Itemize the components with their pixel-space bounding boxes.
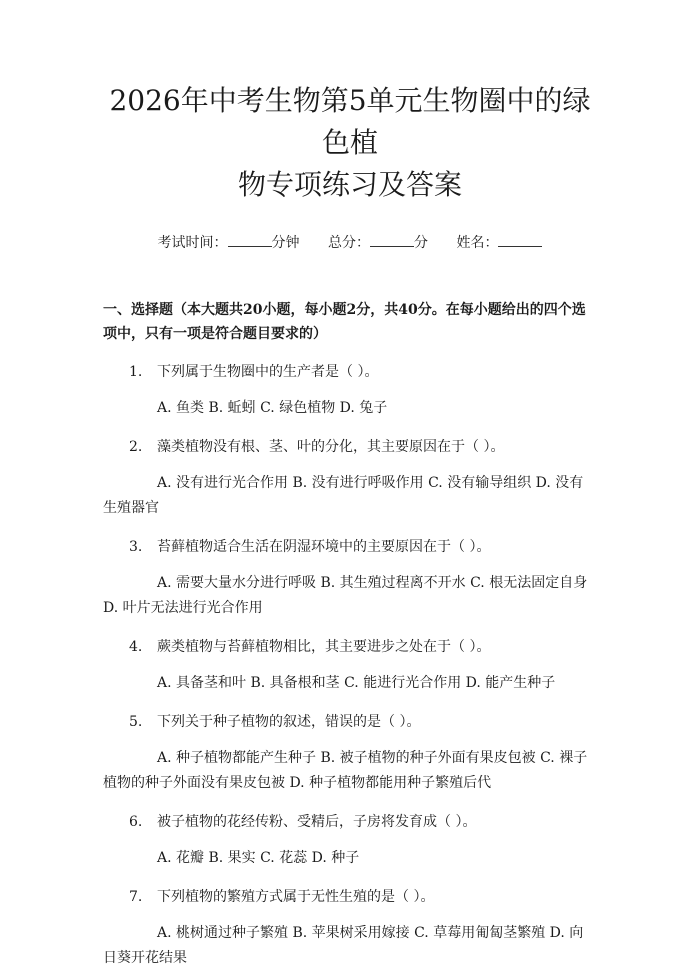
- question-3: [103, 535, 597, 621]
- question-stem: 下列属于生物圈中的生产者是（ ）。: [157, 364, 379, 380]
- score-blank: [370, 234, 414, 247]
- question-stem: 下列植物的繁殖方式属于无性生殖的是（ ）。: [157, 889, 435, 905]
- question-5: [103, 710, 597, 796]
- exam-time: 考试时间： 分钟: [157, 235, 300, 251]
- question-number: 5.: [129, 714, 143, 730]
- document-title: [103, 0, 597, 206]
- question-number: 4.: [129, 639, 143, 655]
- question-options: A. 种子植物都能产生种子 B. 被子植物的种子外面有果皮包被 C. 裸子植物的种子外面没有果皮包被 D. 种子植物都能用种子繁殖后代: [103, 750, 588, 791]
- question-number: 7.: [129, 889, 143, 905]
- question-options: A. 没有进行光合作用 B. 没有进行呼吸作用 C. 没有输导组织 D. 没有生殖器官: [103, 475, 584, 516]
- question-number: 1.: [129, 364, 143, 380]
- question-stem: 蕨类植物与苔藓植物相比，其主要进步之处在于（ ）。: [157, 639, 491, 655]
- question-stem: 下列关于种子植物的叙述，错误的是（ ）。: [157, 714, 421, 730]
- question-4: [103, 635, 597, 696]
- question-7: [103, 885, 597, 971]
- question-options: A. 花瓣 B. 果实 C. 花蕊 D. 种子: [157, 850, 360, 866]
- section-heading: 一、选择题（本大题共20小题，每小题2分，共40分。在每小题给出的四个选项中，只有一项是符合题目要求的）: [103, 302, 586, 342]
- question-number: 3.: [129, 539, 143, 555]
- question-number: 2.: [129, 439, 143, 455]
- question-stem: 苔藓植物适合生活在阴湿环境中的主要原因在于（ ）。: [157, 539, 491, 555]
- title-line-1: 2026年中考生物第5单元生物圈中的绿色植: [109, 84, 591, 159]
- question-options: A. 具备茎和叶 B. 具备根和茎 C. 能进行光合作用 D. 能产生种子: [157, 675, 556, 691]
- question-stem: 藻类植物没有根、茎、叶的分化，其主要原因在于（ ）。: [157, 439, 505, 455]
- exam-meta: [103, 232, 597, 252]
- question-stem: 被子植物的花经传粉、受精后，子房将发育成（ ）。: [157, 814, 477, 830]
- question-number: 6.: [129, 814, 143, 830]
- question-2: [103, 435, 597, 521]
- question-options: A. 鱼类 B. 蚯蚓 C. 绿色植物 D. 兔子: [157, 400, 388, 416]
- exam-score: 总分： 分: [328, 235, 428, 251]
- name-blank: [498, 234, 542, 247]
- question-1: [103, 360, 597, 421]
- time-blank: [228, 234, 272, 247]
- student-name: 姓名：: [456, 232, 542, 252]
- question-options: A. 需要大量水分进行呼吸 B. 其生殖过程离不开水 C. 根无法固定自身 D. 叶片无法进行光合作用: [103, 575, 588, 616]
- question-6: [103, 810, 597, 871]
- title-line-2: 物专项练习及答案: [237, 168, 462, 201]
- question-options: A. 桃树通过种子繁殖 B. 苹果树采用嫁接 C. 草莓用匍匐茎繁殖 D. 向日葵开花结果: [103, 925, 584, 966]
